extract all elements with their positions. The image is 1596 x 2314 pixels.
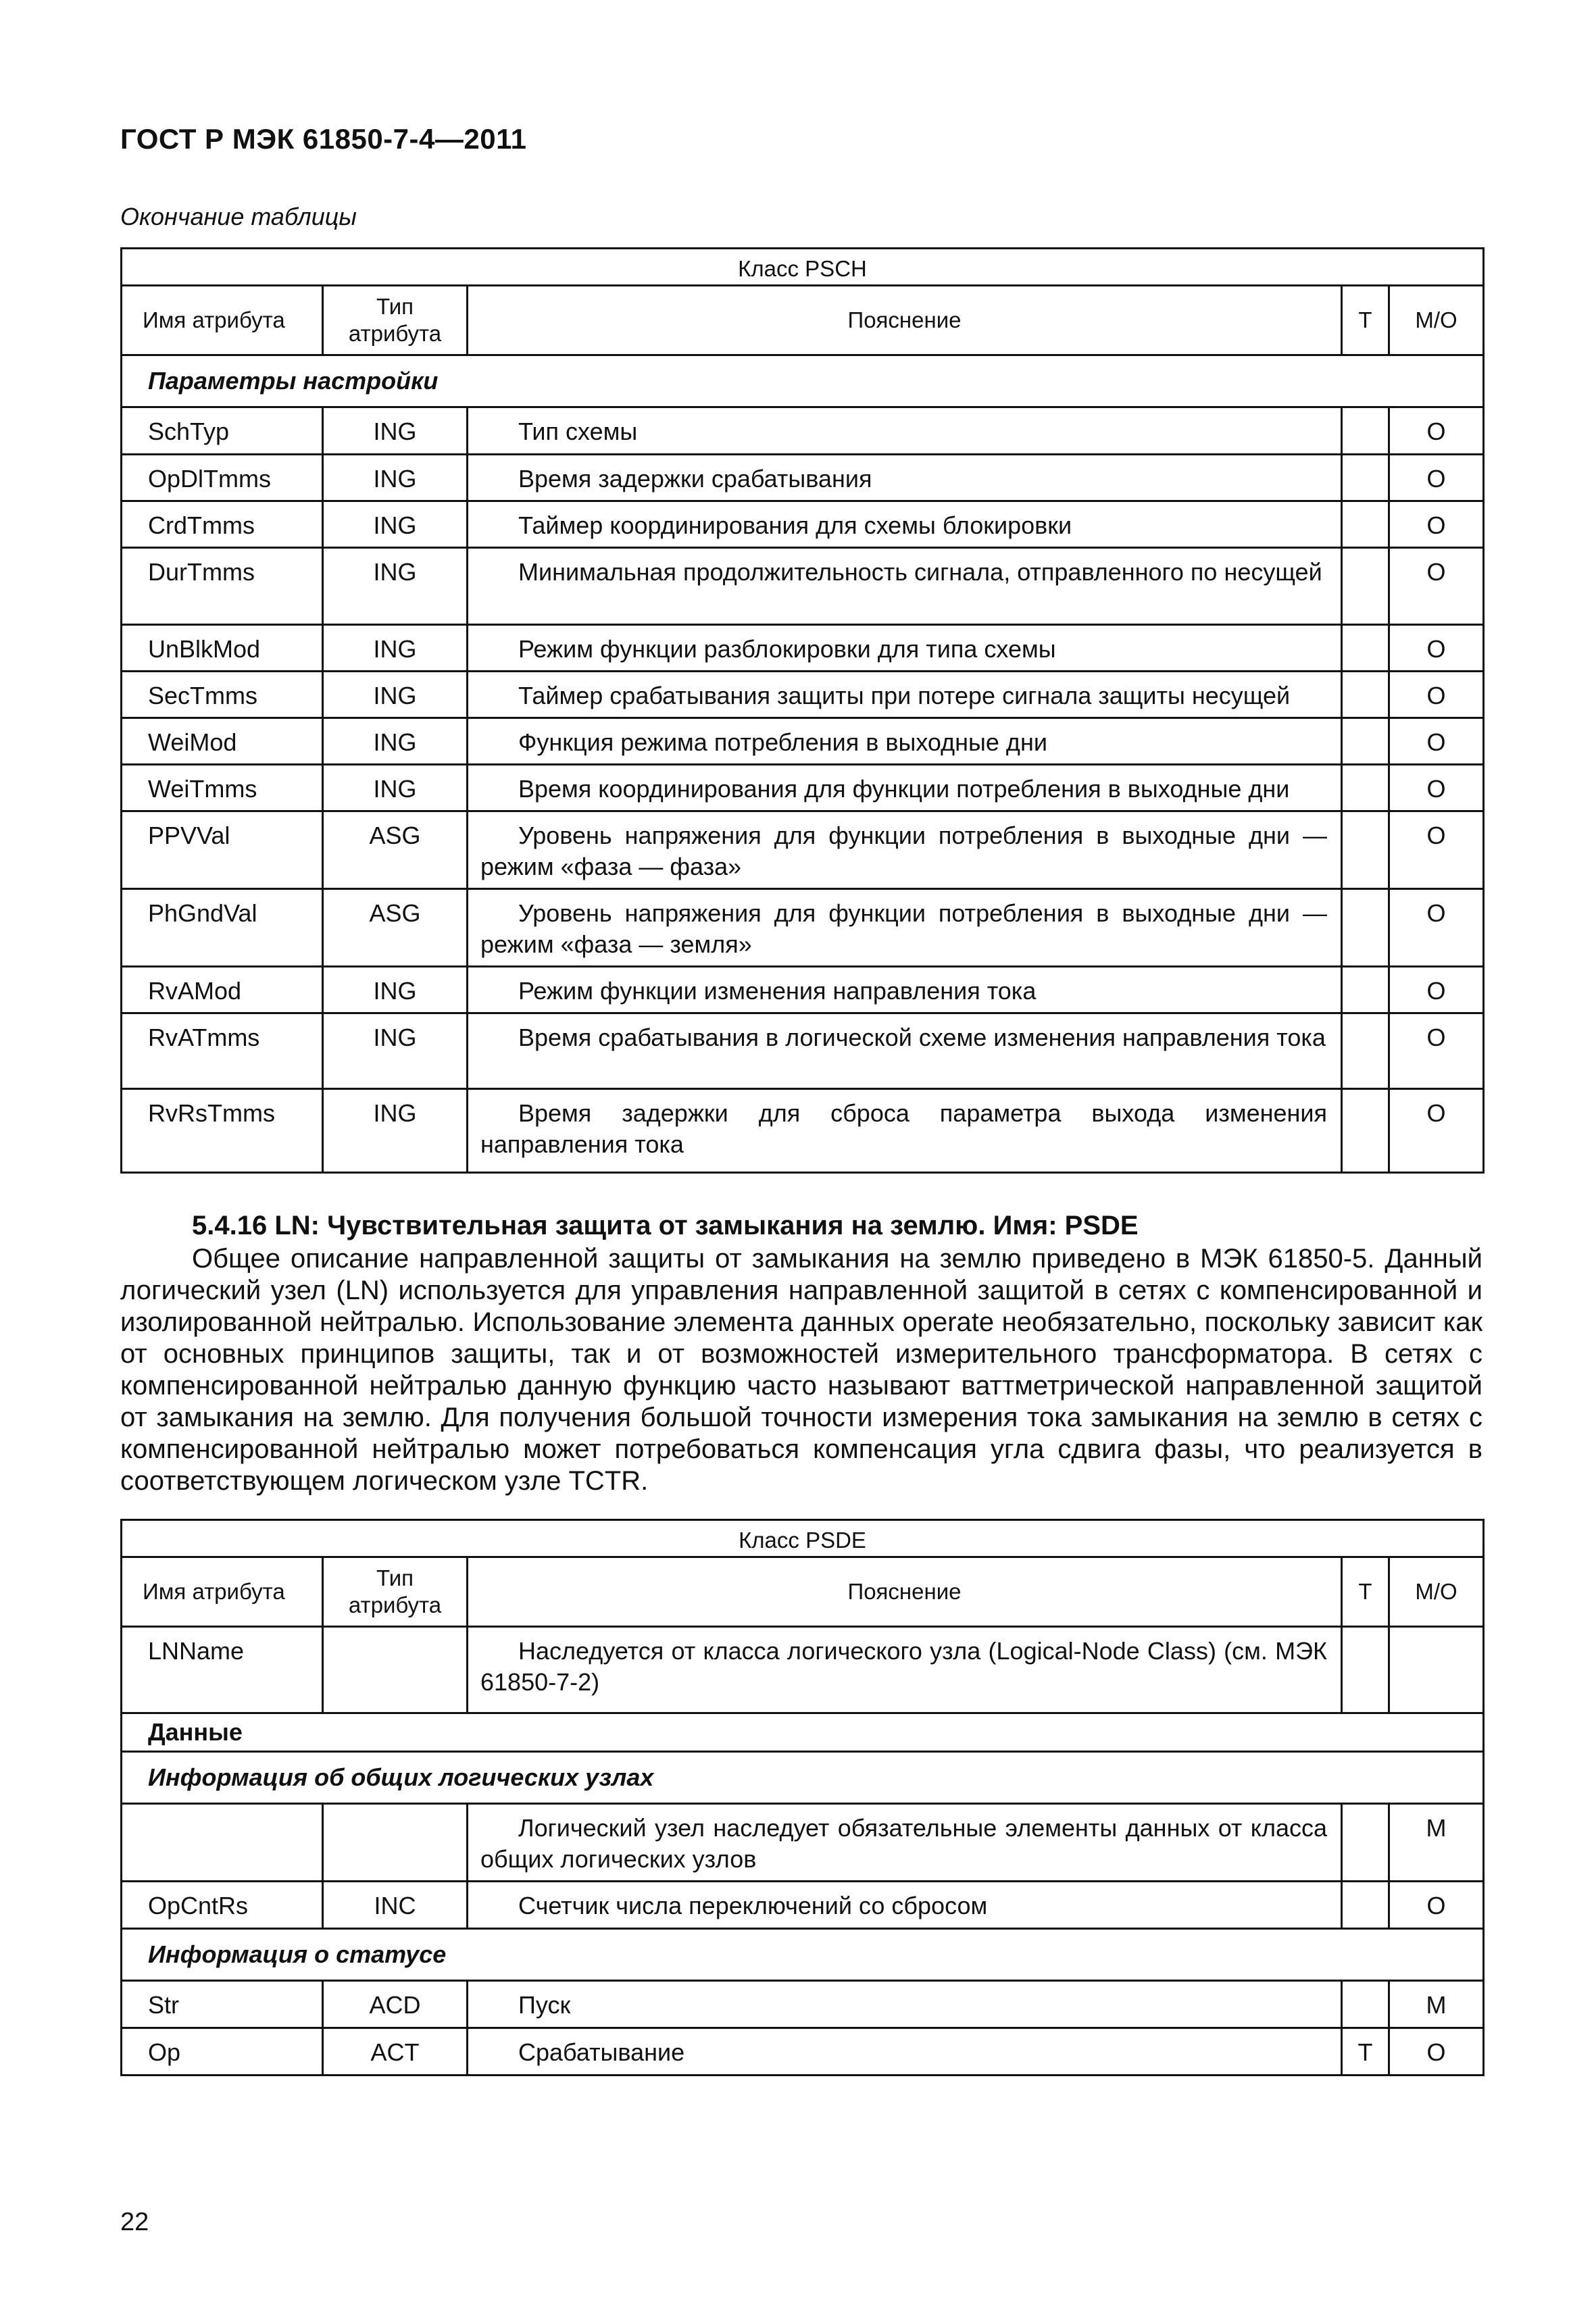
attr-mo [1389, 1627, 1484, 1713]
attr-mo: O [1389, 765, 1484, 811]
attr-type: ACT [323, 2028, 468, 2076]
attr-type: ING [323, 501, 468, 548]
attr-name: DurTmms [122, 548, 323, 625]
attr-name: SchTyp [122, 407, 323, 455]
attr-t [1342, 1882, 1389, 1929]
table-row [122, 1013, 1484, 1089]
attr-type: ASG [323, 811, 468, 889]
attr-mo: O [1389, 889, 1484, 967]
table-row [122, 765, 1484, 811]
attr-explanation: Время задержки для сброса параметра выхода изменения направления тока [468, 1089, 1342, 1173]
table-row [122, 455, 1484, 501]
attr-name: RvRsTmms [122, 1089, 323, 1173]
table-row [122, 1627, 1484, 1713]
attr-t [1342, 548, 1389, 625]
table-row [122, 501, 1484, 548]
attr-name: WeiMod [122, 718, 323, 765]
attr-t [1342, 889, 1389, 967]
attr-t [1342, 967, 1389, 1013]
section-row [122, 1752, 1484, 1804]
attr-mo: O [1389, 1089, 1484, 1173]
attr-t [1342, 407, 1389, 455]
col-header-explanation: Пояснение [468, 286, 1342, 355]
attr-type: INC [323, 1882, 468, 1929]
attr-name [122, 1804, 323, 1882]
attr-name: Str [122, 1981, 323, 2028]
attr-name: PPVVal [122, 811, 323, 889]
attr-name: OpDlTmms [122, 455, 323, 501]
section-heading-common: Информация об общих логических узлах [122, 1752, 1484, 1804]
attr-explanation: Время задержки срабатывания [468, 455, 1342, 501]
table-row [122, 625, 1484, 672]
attr-t [1342, 811, 1389, 889]
attr-name: OpCntRs [122, 1882, 323, 1929]
attr-type: ING [323, 718, 468, 765]
column-header-row [122, 286, 1484, 355]
attr-mo: O [1389, 672, 1484, 718]
attr-t [1342, 1627, 1389, 1713]
attr-type [323, 1627, 468, 1713]
attr-name: UnBlkMod [122, 625, 323, 672]
attr-mo: O [1389, 967, 1484, 1013]
col-header-t: T [1342, 1557, 1389, 1627]
table-row [122, 718, 1484, 765]
attr-t [1342, 672, 1389, 718]
table-row [122, 889, 1484, 967]
attr-explanation: Наследуется от класса логического узла (Logical-Node Class) (см. МЭК 61850-7-2) [468, 1627, 1342, 1713]
attr-mo: M [1389, 1804, 1484, 1882]
document-code-header: ГОСТ Р МЭК 61850-7-4—2011 [120, 123, 527, 155]
col-header-name: Имя атрибута [122, 286, 323, 355]
page-number: 22 [120, 2208, 149, 2236]
attr-explanation: Логический узел наследует обязательные элементы данных от класса общих логических узлов [468, 1804, 1342, 1882]
col-header-name: Имя атрибута [122, 1557, 323, 1627]
col-header-t: T [1342, 286, 1389, 355]
attr-t [1342, 765, 1389, 811]
attr-explanation: Тип схемы [468, 407, 1342, 455]
attr-name: LNName [122, 1627, 323, 1713]
attr-name: PhGndVal [122, 889, 323, 967]
attr-explanation: Функция режима потребления в выходные дни [468, 718, 1342, 765]
psch-class-table [120, 247, 1485, 1174]
attr-explanation: Режим функции разблокировки для типа схемы [468, 625, 1342, 672]
attr-explanation: Срабатывание [468, 2028, 1342, 2076]
attr-type: ING [323, 765, 468, 811]
attr-t [1342, 1013, 1389, 1089]
attr-type: ING [323, 672, 468, 718]
attr-explanation: Таймер координирования для схемы блокировки [468, 501, 1342, 548]
section-row [122, 355, 1484, 407]
class-title-row [122, 249, 1484, 286]
section-row [122, 1929, 1484, 1981]
table-row [122, 1804, 1484, 1882]
section-row [122, 1713, 1484, 1752]
attr-explanation: Время координирования для функции потребления в выходные дни [468, 765, 1342, 811]
attr-mo: O [1389, 625, 1484, 672]
table-row [122, 2028, 1484, 2076]
attr-t [1342, 625, 1389, 672]
attr-type [323, 1804, 468, 1882]
attr-type: ING [323, 407, 468, 455]
table-row [122, 1981, 1484, 2028]
attr-explanation: Уровень напряжения для функции потребления в выходные дни — режим «фаза — земля» [468, 889, 1342, 967]
table-continuation-caption: Окончание таблицы [120, 203, 357, 230]
psde-class-table [120, 1519, 1485, 2076]
attr-t [1342, 1804, 1389, 1882]
attr-mo: M [1389, 1981, 1484, 2028]
section-heading-settings: Параметры настройки [122, 355, 1484, 407]
attr-mo: O [1389, 455, 1484, 501]
class-title-row [122, 1520, 1484, 1557]
attr-mo: O [1389, 1013, 1484, 1089]
attr-t [1342, 455, 1389, 501]
data-label: Данные [122, 1713, 1484, 1752]
table-row [122, 811, 1484, 889]
attr-mo: O [1389, 811, 1484, 889]
table-row [122, 1882, 1484, 1929]
attr-type: ING [323, 967, 468, 1013]
attr-mo: O [1389, 2028, 1484, 2076]
attr-name: RvAMod [122, 967, 323, 1013]
col-header-type: Тип атрибута [323, 286, 468, 355]
attr-explanation: Пуск [468, 1981, 1342, 2028]
attr-explanation: Режим функции изменения направления тока [468, 967, 1342, 1013]
attr-t [1342, 1089, 1389, 1173]
col-header-mo: M/O [1389, 286, 1484, 355]
attr-mo: O [1389, 1882, 1484, 1929]
attr-name: Op [122, 2028, 323, 2076]
table-row [122, 548, 1484, 625]
attr-t: T [1342, 2028, 1389, 2076]
attr-type: ING [323, 548, 468, 625]
attr-t [1342, 501, 1389, 548]
attr-explanation: Таймер срабатывания защиты при потере сигнала защиты несущей [468, 672, 1342, 718]
class-title: Класс PSDE [122, 1520, 1484, 1557]
table-row [122, 1089, 1484, 1173]
col-header-mo: M/O [1389, 1557, 1484, 1627]
table-row [122, 967, 1484, 1013]
attr-type: ASG [323, 889, 468, 967]
attr-name: SecTmms [122, 672, 323, 718]
section-paragraph: Общее описание направленной защиты от замыкания на землю приведено в МЭК 61850-5. Данный логический узел (LN) используется для управления направленной защитой в сетях с компенсированной и изолированной нейтралью. Использование элемента данных operate необязательно, поскольку зависит как от основных принципов защиты, так и от возможностей измерительного трансформатора. В сетях с компенсированной нейтралью данную функцию часто называют ваттметрической направленной защитой от замыкания на землю. Для получения большой точности измерения тока замыкания на землю в сетях с компенсированной нейтралью может потребоваться компенсация угла сдвига фазы, что реализуется в соответствующем логическом узле TCTR. [120, 1244, 1482, 1496]
attr-name: WeiTmms [122, 765, 323, 811]
attr-explanation: Минимальная продолжительность сигнала, отправленного по несущей [468, 548, 1342, 625]
section-heading-status: Информация о статусе [122, 1929, 1484, 1981]
attr-t [1342, 718, 1389, 765]
attr-explanation: Счетчик числа переключений со сбросом [468, 1882, 1342, 1929]
attr-type: ING [323, 455, 468, 501]
attr-type: ACD [323, 1981, 468, 2028]
attr-mo: O [1389, 718, 1484, 765]
attr-mo: O [1389, 548, 1484, 625]
attr-type: ING [323, 625, 468, 672]
attr-t [1342, 1981, 1389, 2028]
attr-explanation: Уровень напряжения для функции потребления в выходные дни — режим «фаза — фаза» [468, 811, 1342, 889]
attr-type: ING [323, 1089, 468, 1173]
table-row [122, 672, 1484, 718]
class-title: Класс PSCH [122, 249, 1484, 286]
col-header-type: Тип атрибута [323, 1557, 468, 1627]
col-header-explanation: Пояснение [468, 1557, 1342, 1627]
attr-name: CrdTmms [122, 501, 323, 548]
section-title: 5.4.16 LN: Чувствительная защита от замыкания на землю. Имя: PSDE [192, 1211, 1139, 1240]
column-header-row [122, 1557, 1484, 1627]
attr-type: ING [323, 1013, 468, 1089]
attr-explanation: Время срабатывания в логической схеме изменения направления тока [468, 1013, 1342, 1089]
attr-name: RvATmms [122, 1013, 323, 1089]
attr-mo: O [1389, 407, 1484, 455]
attr-mo: O [1389, 501, 1484, 548]
table-row [122, 407, 1484, 455]
